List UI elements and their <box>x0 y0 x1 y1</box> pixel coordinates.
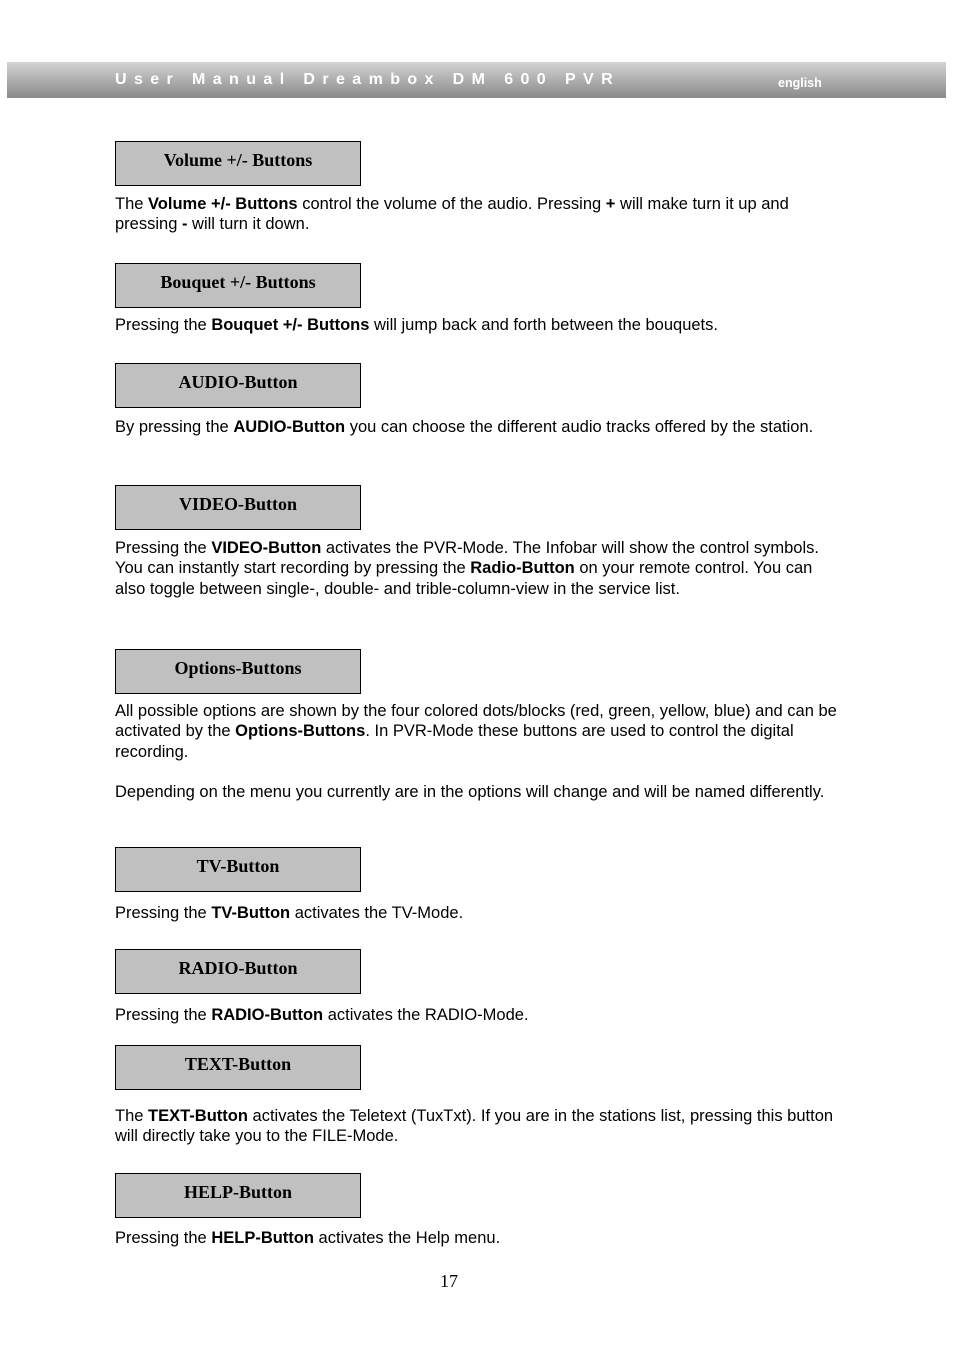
section-heading: TV-Button <box>196 856 280 876</box>
section-heading-box <box>115 1173 361 1218</box>
section-paragraph <box>115 1005 840 1025</box>
bold-term: VIDEO-Button <box>211 539 322 557</box>
section-heading-box <box>115 141 361 186</box>
bold-term: HELP-Button <box>211 1229 314 1247</box>
text-run: The <box>115 1107 149 1125</box>
section-heading-box <box>115 949 361 994</box>
section-paragraph <box>115 701 840 762</box>
section-heading: HELP-Button <box>183 1182 293 1202</box>
section-paragraph <box>115 1228 840 1248</box>
section-heading: RADIO-Button <box>178 958 298 978</box>
section-heading: AUDIO-Button <box>178 372 298 392</box>
bold-term: TV-Button <box>211 904 291 922</box>
text-run: By pressing the <box>115 418 234 436</box>
section-paragraph <box>115 538 840 599</box>
section-heading-box <box>115 363 361 408</box>
bold-term: Bouquet +/- Buttons <box>211 316 370 334</box>
section-heading: Volume +/- Buttons <box>163 150 313 170</box>
section-heading: VIDEO-Button <box>178 494 298 514</box>
text-run: will jump back and forth between the bouquets. <box>369 316 718 334</box>
text-run: activates the PVR-Mode. The Infobar will show the control symbols. You can instantly start recording by pressing the <box>115 539 819 578</box>
text-run: Depending on the menu you currently are in the options will change and will be named differently. <box>115 783 825 801</box>
bold-term: + <box>605 195 616 213</box>
text-run: activates the TV-Mode. <box>290 904 464 922</box>
page-number: 17 <box>440 1271 458 1291</box>
bold-term: TEXT-Button <box>148 1107 248 1125</box>
text-run: on your remote control. You can also toggle between single-, double- and trible-column-view in the service list. <box>115 559 813 598</box>
bold-term: Options-Buttons <box>235 722 366 741</box>
bold-term: Radio-Button <box>470 559 575 578</box>
text-run: activates the Help menu. <box>313 1229 501 1247</box>
header-language: english <box>778 76 822 90</box>
text-run: will turn it down. <box>187 215 310 234</box>
section-paragraph <box>115 194 840 235</box>
section-heading-box <box>115 1045 361 1090</box>
bold-term: AUDIO-Button <box>233 418 346 436</box>
section-heading-box <box>115 485 361 530</box>
section-paragraph <box>115 782 840 802</box>
header-title: User Manual Dreambox DM 600 PVR <box>115 71 621 88</box>
text-run: activates the RADIO-Mode. <box>323 1006 529 1024</box>
section-heading: TEXT-Button <box>184 1054 292 1074</box>
bold-term: RADIO-Button <box>211 1006 324 1024</box>
text-run: activates the Teletext (TuxTxt). If you are in the stations list, pressing this button will directly take you to the FILE-Mode. <box>115 1107 834 1146</box>
text-run: Pressing the <box>115 539 212 557</box>
text-run: All possible options are shown by the four colored dots/blocks (red, green, yellow, blue) and can be activated by the <box>115 702 837 741</box>
section-heading: Options-Buttons <box>174 658 302 678</box>
text-run: will make turn it up and pressing <box>115 195 789 234</box>
text-run: The <box>115 195 149 213</box>
section-paragraph <box>115 315 840 335</box>
section-heading-box <box>115 263 361 308</box>
header-bar <box>7 62 946 98</box>
text-run: Pressing the <box>115 904 212 922</box>
bold-term: Volume +/- Buttons <box>148 195 298 213</box>
section-heading-box <box>115 847 361 892</box>
bold-term: - <box>181 215 188 234</box>
section-heading-box <box>115 649 361 694</box>
text-run: Pressing the <box>115 1229 212 1247</box>
section-heading: Bouquet +/- Buttons <box>160 272 316 292</box>
section-paragraph <box>115 417 840 437</box>
text-run: . In PVR-Mode these buttons are used to control the digital recording. <box>115 722 794 761</box>
text-run: Pressing the <box>115 316 212 334</box>
text-run: you can choose the different audio tracks offered by the station. <box>345 418 814 436</box>
text-run: control the volume of the audio. Pressing <box>297 195 606 213</box>
text-run: Pressing the <box>115 1006 212 1024</box>
section-paragraph <box>115 1106 840 1147</box>
section-paragraph <box>115 903 840 923</box>
